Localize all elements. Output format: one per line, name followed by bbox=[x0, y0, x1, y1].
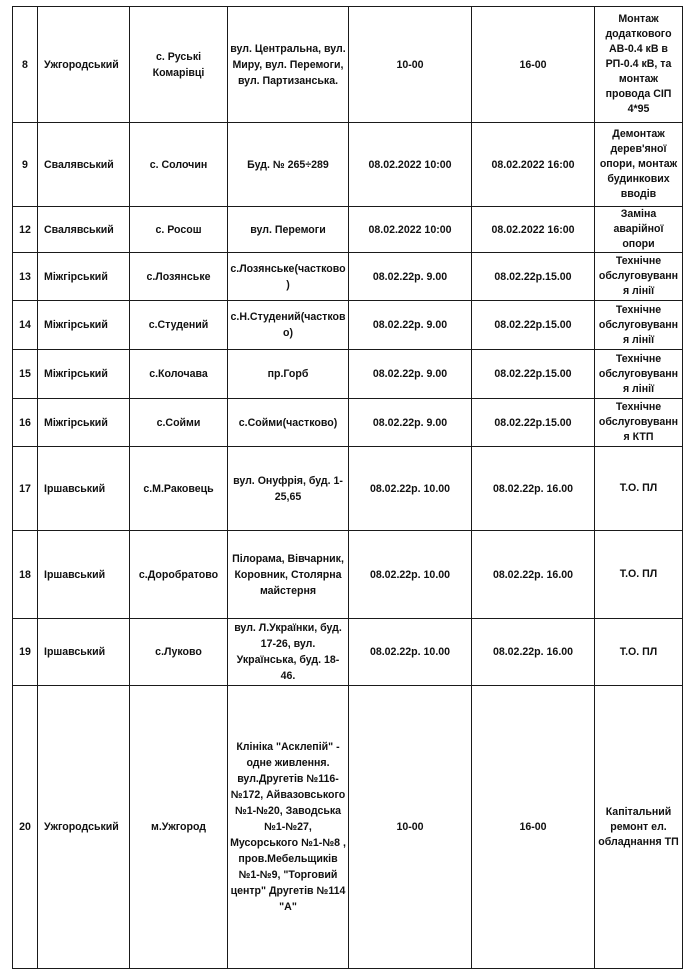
work-description-cell: Т.О. ПЛ bbox=[595, 531, 683, 619]
table-row bbox=[13, 7, 683, 123]
row-number: 16 bbox=[13, 399, 38, 447]
end-time-cell: 08.02.2022 16:00 bbox=[472, 207, 595, 253]
streets-cell: с.Н.Студений(частково) bbox=[228, 301, 349, 350]
start-time-cell: 08.02.2022 10:00 bbox=[349, 207, 472, 253]
streets-cell: вул. Онуфрія, буд. 1-25,65 bbox=[228, 447, 349, 531]
district-cell: Міжгірський bbox=[38, 301, 130, 350]
district-cell: Іршавський bbox=[38, 447, 130, 531]
table-body bbox=[13, 7, 683, 969]
table-row bbox=[13, 399, 683, 447]
district-cell: Свалявський bbox=[38, 123, 130, 207]
district-cell: Міжгірський bbox=[38, 253, 130, 301]
district-cell: Міжгірський bbox=[38, 399, 130, 447]
start-time-cell: 08.02.22р. 10.00 bbox=[349, 531, 472, 619]
start-time-cell: 08.02.2022 10:00 bbox=[349, 123, 472, 207]
row-number: 20 bbox=[13, 686, 38, 969]
table-row bbox=[13, 301, 683, 350]
district-cell: Ужгородський bbox=[38, 686, 130, 969]
district-cell: Свалявський bbox=[38, 207, 130, 253]
district-cell: Міжгірський bbox=[38, 350, 130, 399]
work-description-cell: Технічне обслуговування лінії bbox=[595, 350, 683, 399]
streets-cell: вул. Центральна, вул. Миру, вул. Перемоги, вул. Партизанська. bbox=[228, 7, 349, 123]
start-time-cell: 08.02.22р. 10.00 bbox=[349, 619, 472, 686]
row-number: 15 bbox=[13, 350, 38, 399]
streets-cell: Клініка "Асклепій" - одне живлення. вул.Другетів №116-№172, Айвазовського №1-№20, Заводська №1-№27, Мусорського №1-№8 , пров.Мебельщиків №1-№9, "Торговий центр" Другетів №114 "А" bbox=[228, 686, 349, 969]
district-cell: Іршавський bbox=[38, 531, 130, 619]
end-time-cell: 08.02.22р. 16.00 bbox=[472, 619, 595, 686]
work-description-cell: Технічне обслуговування лінії bbox=[595, 301, 683, 350]
streets-cell: Пілорама, Вівчарник, Коровник, Столярна майстерня bbox=[228, 531, 349, 619]
work-description-cell: Технічне обслуговування лінії bbox=[595, 253, 683, 301]
work-description-cell: Капітальний ремонт ел. обладнання ТП bbox=[595, 686, 683, 969]
start-time-cell: 08.02.22р. 9.00 bbox=[349, 350, 472, 399]
end-time-cell: 08.02.2022 16:00 bbox=[472, 123, 595, 207]
row-number: 13 bbox=[13, 253, 38, 301]
streets-cell: пр.Горб bbox=[228, 350, 349, 399]
row-number: 12 bbox=[13, 207, 38, 253]
table-row bbox=[13, 123, 683, 207]
settlement-cell: м.Ужгород bbox=[130, 686, 228, 969]
row-number: 9 bbox=[13, 123, 38, 207]
district-cell: Іршавський bbox=[38, 619, 130, 686]
row-number: 14 bbox=[13, 301, 38, 350]
settlement-cell: с.Студений bbox=[130, 301, 228, 350]
streets-cell: с.Лозянське(частково) bbox=[228, 253, 349, 301]
end-time-cell: 08.02.22р.15.00 bbox=[472, 350, 595, 399]
settlement-cell: с.Лозянське bbox=[130, 253, 228, 301]
row-number: 18 bbox=[13, 531, 38, 619]
work-description-cell: Т.О. ПЛ bbox=[595, 447, 683, 531]
start-time-cell: 08.02.22р. 9.00 bbox=[349, 301, 472, 350]
start-time-cell: 08.02.22р. 10.00 bbox=[349, 447, 472, 531]
table-row bbox=[13, 207, 683, 253]
work-description-cell: Заміна аварійної опори bbox=[595, 207, 683, 253]
settlement-cell: с.Колочава bbox=[130, 350, 228, 399]
settlement-cell: с.Луково bbox=[130, 619, 228, 686]
start-time-cell: 10-00 bbox=[349, 686, 472, 969]
end-time-cell: 08.02.22р. 16.00 bbox=[472, 447, 595, 531]
end-time-cell: 08.02.22р.15.00 bbox=[472, 399, 595, 447]
settlement-cell: с. Солочин bbox=[130, 123, 228, 207]
streets-cell: с.Сойми(частково) bbox=[228, 399, 349, 447]
settlement-cell: с. Руські Комарівці bbox=[130, 7, 228, 123]
streets-cell: вул. Перемоги bbox=[228, 207, 349, 253]
row-number: 19 bbox=[13, 619, 38, 686]
end-time-cell: 16-00 bbox=[472, 686, 595, 969]
settlement-cell: с.Доробратово bbox=[130, 531, 228, 619]
table-row bbox=[13, 531, 683, 619]
start-time-cell: 08.02.22р. 9.00 bbox=[349, 399, 472, 447]
district-cell: Ужгородський bbox=[38, 7, 130, 123]
settlement-cell: с. Росош bbox=[130, 207, 228, 253]
table-row bbox=[13, 686, 683, 969]
start-time-cell: 08.02.22р. 9.00 bbox=[349, 253, 472, 301]
row-number: 17 bbox=[13, 447, 38, 531]
streets-cell: Буд. № 265÷289 bbox=[228, 123, 349, 207]
work-description-cell: Технічне обслуговування КТП bbox=[595, 399, 683, 447]
row-number: 8 bbox=[13, 7, 38, 123]
end-time-cell: 16-00 bbox=[472, 7, 595, 123]
end-time-cell: 08.02.22р.15.00 bbox=[472, 253, 595, 301]
table-row bbox=[13, 350, 683, 399]
table-row bbox=[13, 253, 683, 301]
table-row bbox=[13, 447, 683, 531]
outage-schedule-table bbox=[12, 6, 683, 969]
work-description-cell: Монтаж додаткового АВ-0.4 кВ в РП-0.4 кВ, та монтаж провода СІП 4*95 bbox=[595, 7, 683, 123]
table-row bbox=[13, 619, 683, 686]
start-time-cell: 10-00 bbox=[349, 7, 472, 123]
work-description-cell: Т.О. ПЛ bbox=[595, 619, 683, 686]
streets-cell: вул. Л.Українки, буд. 17-26, вул. Українська, буд. 18-46. bbox=[228, 619, 349, 686]
end-time-cell: 08.02.22р. 16.00 bbox=[472, 531, 595, 619]
end-time-cell: 08.02.22р.15.00 bbox=[472, 301, 595, 350]
work-description-cell: Демонтаж дерев'яної опори, монтаж будинкових вводів bbox=[595, 123, 683, 207]
settlement-cell: с.Сойми bbox=[130, 399, 228, 447]
settlement-cell: с.М.Раковець bbox=[130, 447, 228, 531]
